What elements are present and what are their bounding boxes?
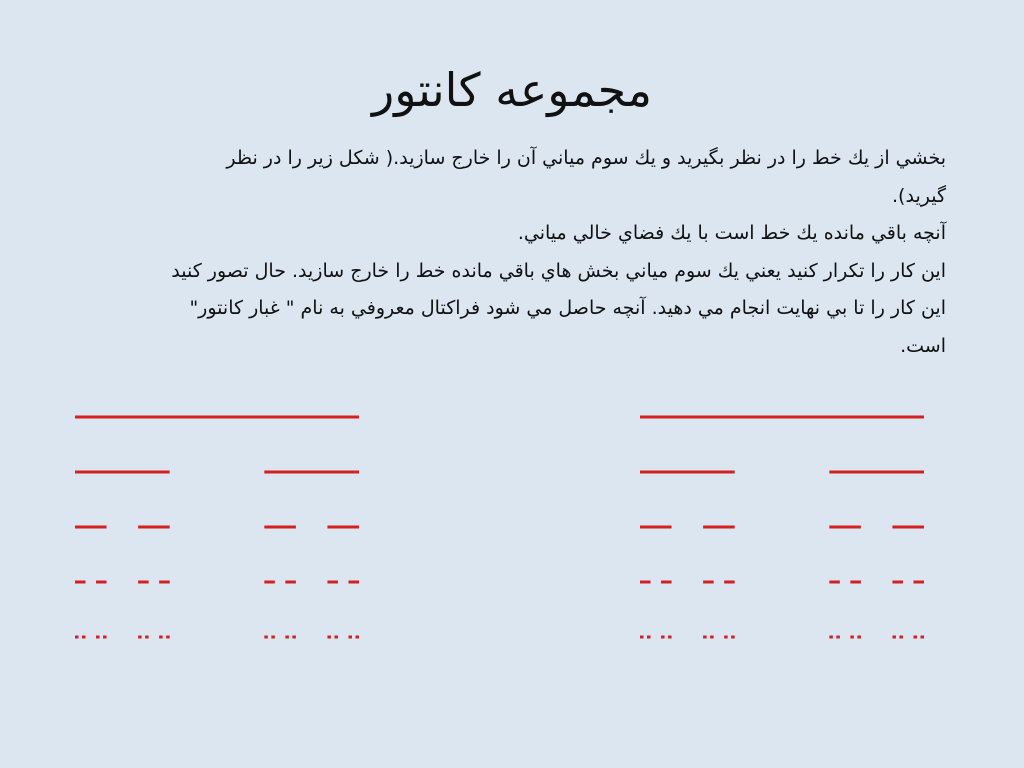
body-paragraph-2: آنچه باقي مانده يك خط است با يك فضاي خالي مياني.	[517, 222, 946, 244]
body-paragraph-3: اين كار را تكرار كنيد يعني يك سوم مياني بخش هاي باقي مانده خط را خارج سازيد. حال تصور كنيد اين كار را تا بي نهايت انجام مي دهيد. آنچه حاصل مي شود فراكتال معروفي به نام " غبار كانتور" است.	[171, 259, 946, 357]
cantor-set-diagram	[0, 390, 1024, 660]
slide-body-text	[170, 140, 946, 365]
body-paragraph-1: بخشي از يك خط را در نظر بگيريد و يك سوم مياني آن را خارج سازيد.( شكل زير را در نظر گيريد).	[226, 147, 946, 207]
slide-title: مجموعه کانتور	[372, 63, 652, 117]
